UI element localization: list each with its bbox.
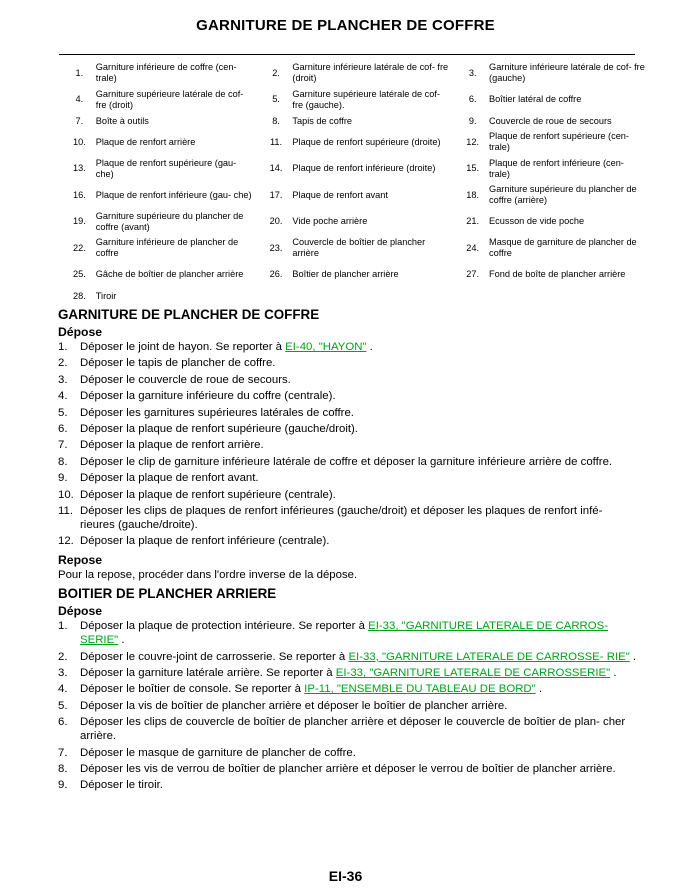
step-number: 1. [58, 341, 68, 353]
step-number: 2. [58, 650, 68, 663]
legend-label: Boîtier latéral de coffre [489, 94, 582, 105]
step-text-block [80, 619, 638, 647]
step-text-block [80, 715, 638, 743]
legend-number: 15. [466, 163, 480, 174]
legend-row [63, 87, 653, 114]
title-divider [59, 54, 635, 55]
cross-reference-link[interactable]: EI-33, "GARNITURE LATERALE DE CARROSSERIE" [335, 667, 611, 680]
step-text-end: . [366, 341, 373, 353]
step-text: Déposer la garniture latérale arrière. Se reporter à [80, 667, 336, 680]
legend-row [63, 129, 653, 156]
legend-label: Tapis de coffre [292, 115, 352, 126]
step-text: Déposer les clips de plaques de renfort inférieures (gauche/droit) et déposer les plaques de renfort infé- rieures (gauche/droite). [80, 504, 603, 531]
main-content [58, 306, 638, 796]
legend-number: 27. [466, 269, 480, 280]
legend-number: 10. [72, 136, 86, 147]
legend-number: 18. [466, 189, 480, 200]
legend-label: Plaque de renfort inférieure (cen- trale) [489, 157, 624, 179]
legend-label: Garniture inférieure de coffre (cen- trale) [95, 62, 237, 84]
legend-number: 28. [72, 290, 86, 301]
legend-number: 7. [75, 115, 84, 126]
legend-label: Garniture supérieure latérale de cof- fre (gauche). [292, 88, 440, 110]
step-text-block [80, 762, 638, 776]
step-number: 8. [58, 455, 68, 468]
legend-number: 13. [72, 163, 86, 174]
step-item [58, 406, 638, 420]
legend-label [489, 288, 653, 304]
step-number: 6. [58, 422, 68, 435]
repose-heading: Repose [58, 553, 103, 568]
legend-label: Plaque de renfort arrière [95, 136, 196, 147]
legend-number: 16. [72, 189, 86, 200]
legend-label: Garniture supérieure du plancher de coffre (arrière) [489, 184, 637, 206]
step-number: 1. [58, 620, 68, 633]
step-item [58, 504, 638, 532]
step-item [58, 455, 638, 469]
legend-number [456, 288, 489, 304]
step-text-block [80, 488, 638, 502]
legend-number: 2. [272, 67, 280, 78]
step-text: Déposer la vis de boîtier de plancher arrière et déposer le boîtier de plancher arrière. [80, 699, 508, 712]
step-text-block [80, 406, 638, 420]
legend-number: 6. [468, 94, 477, 105]
step-item [58, 488, 638, 502]
step-text: Déposer le tiroir. [80, 779, 163, 792]
legend-label: Vide poche arrière [292, 216, 368, 227]
step-text-block [80, 356, 638, 370]
step-item [58, 534, 638, 548]
step-item [58, 373, 638, 387]
legend-number: 14. [269, 163, 283, 174]
legend-label: Garniture supérieure latérale de cof- fre (droit) [95, 88, 244, 110]
step-number: 4. [58, 390, 68, 403]
step-item [58, 650, 638, 664]
step-item [58, 762, 638, 776]
step-number: 11. [58, 504, 73, 517]
step-text-block [80, 682, 638, 696]
cross-reference-link[interactable]: EI-33, "GARNITURE LATERALE DE CARROSSE- RIE" [348, 650, 630, 663]
section-title-boitier: BOITIER DE PLANCHER ARRIERE [58, 586, 277, 602]
step-number: 5. [58, 699, 68, 712]
depose-heading: Dépose [58, 325, 103, 339]
step-text-block [80, 699, 638, 713]
step-number: 4. [58, 683, 68, 696]
legend-label: Garniture supérieure du plancher de coffre (avant) [95, 210, 244, 232]
legend-number: 25. [72, 269, 86, 280]
cross-reference-link[interactable]: EI-33, "GARNITURE LATERALE DE CARROS- SERIE" [80, 620, 609, 647]
step-item [58, 699, 638, 713]
legend-number: 21. [466, 216, 480, 227]
legend-number: 5. [272, 94, 280, 105]
page-number: EI-36 [328, 868, 363, 884]
legend-label: Plaque de renfort supérieure (droite) [292, 136, 441, 147]
step-item [58, 422, 638, 436]
step-item [58, 778, 638, 792]
step-text-block [80, 373, 638, 387]
depose-heading-boitier: Dépose [58, 604, 103, 619]
step-text: Déposer le joint de hayon. Se reporter à [80, 341, 286, 353]
legend-row [63, 60, 653, 87]
legend-number: 12. [466, 136, 480, 147]
step-number: 9. [58, 472, 68, 485]
step-text-end: . [629, 650, 637, 663]
cross-reference-link[interactable]: IP-11, "ENSEMBLE DU TABLEAU DE BORD" [304, 683, 536, 696]
step-item [58, 438, 638, 452]
repose-text: Pour la repose, procéder dans l'ordre inverse de la dépose. [58, 569, 358, 582]
step-number: 12. [58, 535, 74, 548]
legend-label: Boîtier de plancher arrière [292, 269, 399, 280]
step-number: 7. [58, 746, 68, 759]
legend-number: 17. [269, 189, 283, 200]
legend-number: 9. [468, 115, 477, 126]
legend-label: Masque de garniture de plancher de coffre [489, 237, 637, 259]
step-number: 9. [58, 779, 68, 792]
legend-label: Plaque de renfort supérieure (cen- trale) [489, 131, 629, 153]
step-text: Déposer la plaque de renfort avant. [80, 472, 259, 485]
legend-number: 24. [466, 242, 480, 253]
step-text: Déposer la plaque de protection intérieure. Se reporter à [80, 620, 369, 633]
legend-row [63, 235, 653, 262]
legend-number: 11. [269, 136, 283, 147]
step-text: Déposer le masque de garniture de plancher de coffre. [80, 746, 356, 759]
step-item [58, 356, 638, 370]
legend-number: 4. [75, 94, 84, 105]
legend-number [260, 288, 293, 304]
step-item [58, 340, 638, 354]
legend-number: 22. [72, 242, 86, 253]
step-text: Déposer les garnitures supérieures latérales de coffre. [80, 406, 354, 419]
step-text: Déposer la plaque de renfort supérieure (centrale). [80, 488, 336, 501]
depose-steps-list-boitier [58, 619, 638, 792]
step-item [58, 389, 638, 403]
legend-label: Plaque de renfort inférieure (droite) [292, 163, 436, 174]
step-text-block [80, 422, 638, 436]
step-item [58, 471, 638, 485]
step-text: Déposer la plaque de renfort arrière. [80, 439, 264, 452]
step-text-block [80, 438, 638, 452]
step-text-block [80, 650, 638, 664]
step-item [58, 715, 638, 743]
step-text-block [80, 455, 638, 469]
depose-steps-list [58, 340, 638, 548]
legend-label: Couvercle de boîtier de plancher arrière [292, 237, 426, 259]
step-text: Déposer le couvre-joint de carrosserie. Se reporter à [80, 650, 349, 663]
legend-row [63, 209, 653, 236]
step-text: Déposer les vis de verrou de boîtier de plancher arrière et déposer le verrou de boîtier de plancher arrière. [80, 763, 616, 776]
legend-label: Fond de boîte de plancher arrière [489, 269, 626, 280]
page-title: GARNITURE DE PLANCHER DE COFFRE [196, 17, 495, 34]
legend-label: Gâche de boîtier de plancher arrière [95, 269, 244, 280]
legend-label [292, 288, 456, 304]
legend-row [63, 156, 653, 183]
step-number: 8. [58, 763, 68, 776]
step-text-end: . [118, 634, 125, 647]
step-number: 7. [58, 439, 68, 452]
step-text-block [80, 666, 638, 680]
step-text-end: . [535, 683, 543, 696]
step-text: Déposer la garniture inférieure du coffre (centrale). [80, 390, 336, 403]
step-text: Déposer le couvercle de roue de secours. [80, 373, 291, 386]
legend-number: 23. [269, 242, 283, 253]
legend-number: 3. [468, 67, 477, 78]
step-text-block [80, 746, 638, 760]
step-text: Déposer la plaque de renfort supérieure (gauche/droit). [80, 422, 358, 435]
step-text: Déposer le boîtier de console. Se reporter à [80, 683, 305, 696]
step-text-block [80, 504, 638, 532]
legend-label: Boîte à outils [95, 115, 149, 126]
step-item [58, 682, 638, 696]
legend-label: Plaque de renfort inférieure (gau- che) [95, 189, 252, 200]
legend-label: Ecusson de vide poche [489, 216, 585, 227]
legend-number: 20. [269, 216, 283, 227]
step-text-block [80, 340, 638, 354]
step-text: Déposer la plaque de renfort inférieure (centrale). [80, 535, 330, 548]
legend-label: Plaque de renfort avant [292, 189, 388, 200]
legend-row [63, 288, 653, 304]
step-number: 2. [58, 357, 68, 370]
legend-label: Tiroir [95, 290, 117, 301]
legend-row [63, 182, 653, 209]
step-text-end: . [610, 667, 617, 680]
legend-label: Garniture inférieure latérale de cof- fre (gauche) [489, 62, 645, 84]
legend-number: 26. [269, 269, 283, 280]
step-text-block [80, 778, 638, 792]
legend-row [63, 262, 653, 289]
step-text: Déposer les clips de couvercle de boîtier de plancher arrière et déposer le couvercle de boîtier de plan- cher arrière. [80, 716, 626, 743]
step-number: 3. [58, 373, 68, 386]
step-item [58, 619, 638, 647]
step-number: 10. [58, 488, 74, 501]
legend-number: 8. [272, 115, 280, 126]
legend-label: Garniture inférieure de plancher de coffre [95, 237, 239, 259]
step-item [58, 666, 638, 680]
section-title-garniture: GARNITURE DE PLANCHER DE COFFRE [58, 307, 320, 322]
legend-label: Plaque de renfort supérieure (gau- che) [95, 157, 237, 179]
legend-label: Couvercle de roue de secours [489, 115, 612, 126]
legend-number: 19. [72, 216, 86, 227]
parts-legend-table [63, 60, 653, 304]
legend-row [63, 113, 653, 129]
step-text: Déposer le clip de garniture inférieure latérale de coffre et déposer la garniture inférieure arrière de coffre. [80, 455, 613, 468]
step-text-block [80, 389, 638, 403]
step-text: Déposer le tapis de plancher de coffre. [80, 357, 276, 370]
step-number: 3. [58, 667, 68, 680]
step-text-block [80, 534, 638, 548]
step-text-block [80, 471, 638, 485]
cross-reference-link[interactable]: EI-40, "HAYON" [285, 341, 367, 353]
step-number: 5. [58, 406, 68, 419]
step-number: 6. [58, 716, 68, 729]
step-item [58, 746, 638, 760]
legend-label: Garniture inférieure latérale de cof- fre (droit) [292, 62, 449, 84]
legend-number: 1. [75, 67, 84, 78]
